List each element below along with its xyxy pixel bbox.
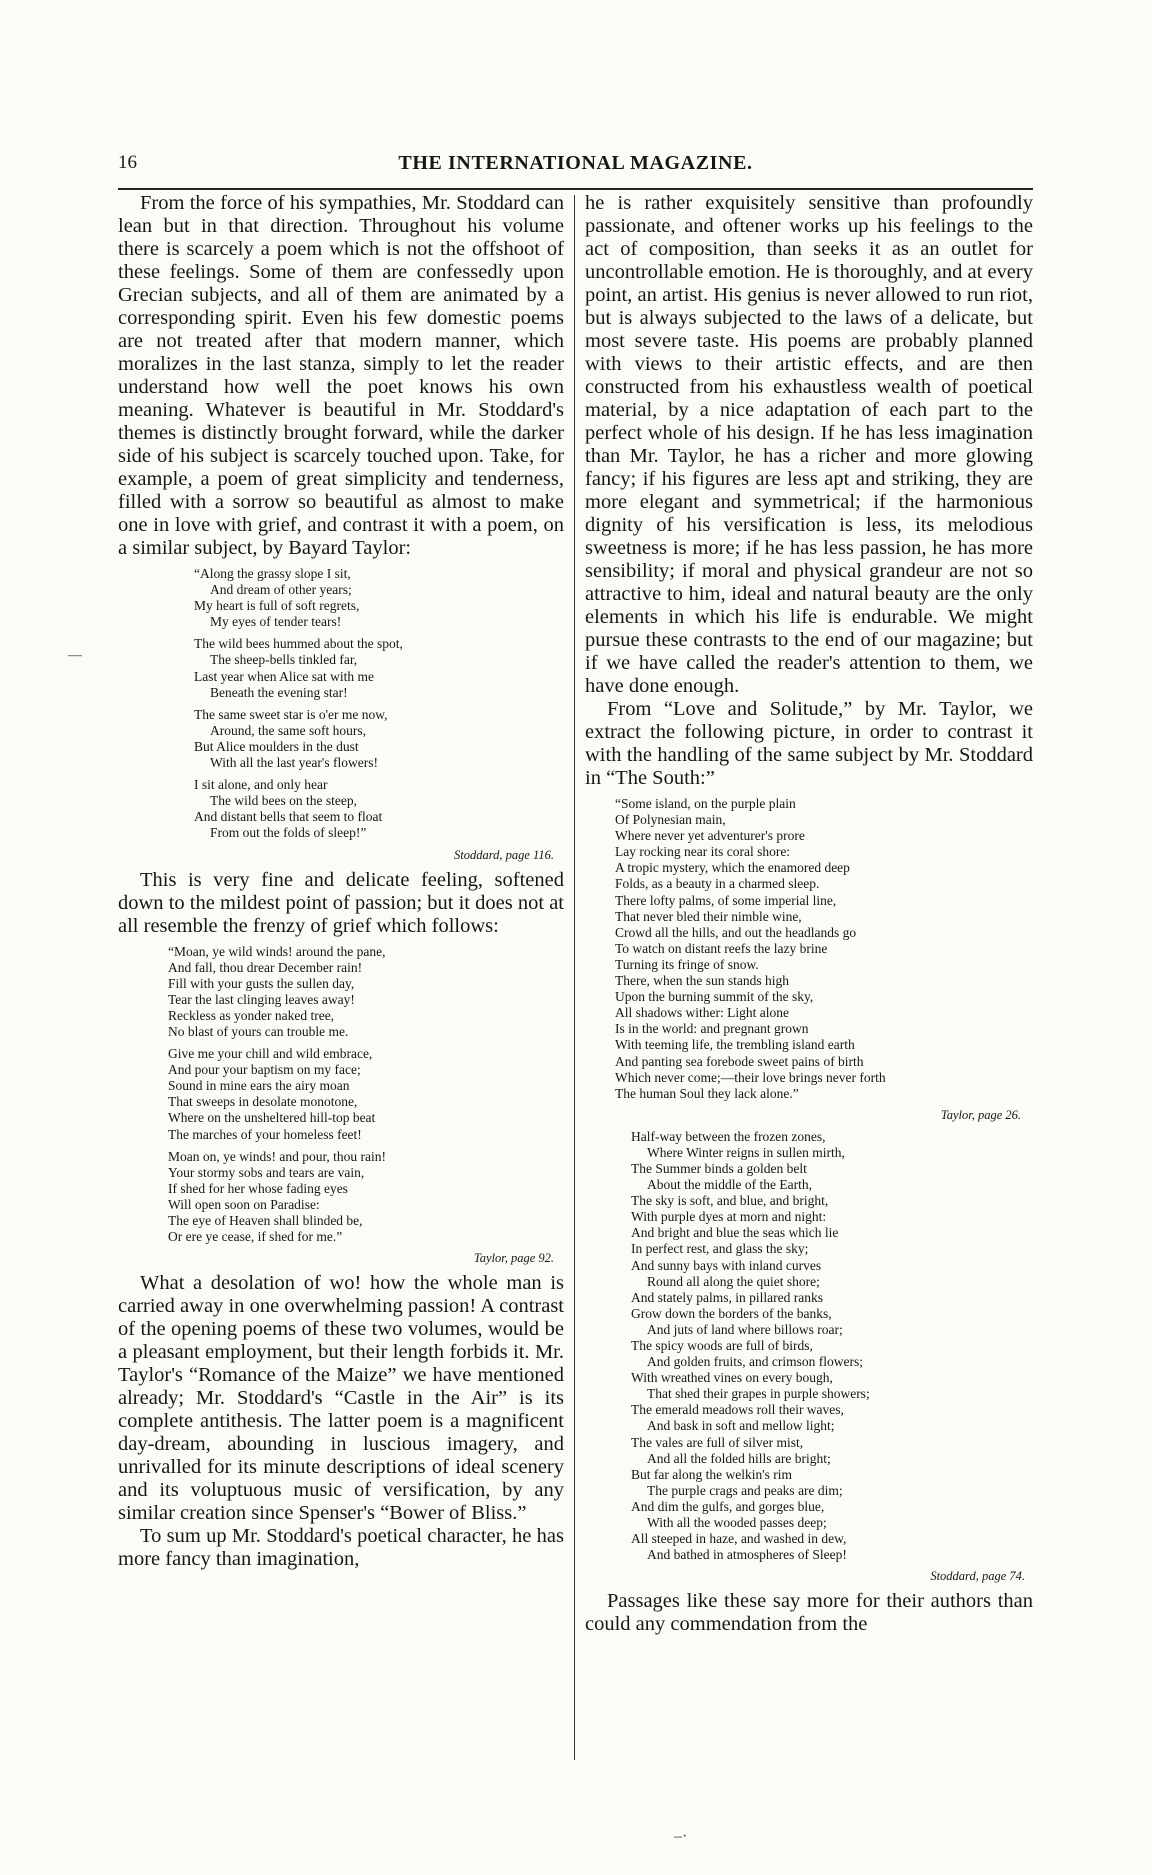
poem-stanza [631, 1129, 1033, 1564]
poem-line: That never bled their nimble wine, [615, 908, 802, 924]
poem-line: “Along the grassy slope I sit, [194, 566, 351, 581]
poem-line: All shadows wither: Light alone [615, 1005, 789, 1021]
poem-line: Of Polynesian main, [615, 812, 726, 828]
poem-line: That sweeps in desolate monotone, [168, 1094, 358, 1110]
poem-line: And bathed in atmospheres of Sleep! [647, 1547, 847, 1563]
poem-line: The sky is soft, and blue, and bright, [631, 1193, 829, 1209]
poem-stanza [615, 796, 1033, 1102]
poem-line: In perfect rest, and glass the sky; [631, 1241, 809, 1257]
poem-line: The purple crags and peaks are dim; [647, 1482, 843, 1498]
poem-line: There lofty palms, of some imperial line, [615, 892, 837, 908]
magazine-title: THE INTERNATIONAL MAGAZINE. [398, 152, 753, 174]
poem-line: And golden fruits, and crimson flowers; [647, 1354, 863, 1370]
poem-line: A tropic mystery, which the enamored deep [615, 860, 850, 876]
poem-line: The marches of your homeless feet! [168, 1126, 362, 1142]
poem-line: The wild bees hummed about the spot, [194, 636, 403, 652]
poem-line: Turning its fringe of snow. [615, 956, 759, 972]
poem-line: Where Winter reigns in sullen mirth, [647, 1144, 845, 1160]
poem-line: My heart is full of soft regrets, [194, 598, 360, 614]
footer-mark: ‒· [674, 1828, 688, 1845]
poem-stanza [194, 566, 564, 630]
poem-line: The spicy woods are full of birds, [631, 1338, 813, 1353]
poem-some-island [585, 796, 1033, 1102]
poem-stanza [194, 636, 564, 700]
poem-line: All steeped in haze, and washed in dew, [631, 1531, 847, 1547]
poem-line: With purple dyes at morn and night: [631, 1209, 827, 1225]
poem-line: And dim the gulfs, and gorges blue, [631, 1498, 825, 1514]
poem-stanza [168, 1046, 564, 1143]
poem-line: The Summer binds a golden belt [631, 1160, 807, 1176]
poem-line: Reckless as yonder naked tree, [168, 1007, 335, 1023]
poem-line: Your stormy sobs and tears are vain, [168, 1164, 365, 1180]
poem-line: And bright and blue the seas which lie [631, 1225, 839, 1241]
poem-line: Fill with your gusts the sullen day, [168, 975, 355, 991]
right-para-1: he is rather exquisitely sensitive than profoundly passionate, and oftener works up his feelings to the act of composition, than seeks it as an outlet for uncontrollable emotion. He is thoroughly, and at every point, an artist. His genius is never allowed to run riot, but is always subjected to the laws of a delicate, but most severe taste. His poems are probably planned with views to their artistic effects, and are then constructed from his exhaustless wealth of poetical material, by a nice adaptation of each part to the perfect whole of his design. If he has less imagination than Mr. Taylor, he has a richer and more glowing fancy; if his figures are less apt and striking, they are more elegant and symmetrical; if the harmonious dignity of his versification is less, its melodious sweetness is more; if he has less passion, he has more sensibility; if moral and physical grandeur are not so attractive to him, ideal and natural beauty are the only elements in which his life is endurable. We might pursue these contrasts to the end of our magazine; but if we have called the reader's attention to them, we have done enough. [585, 192, 1033, 697]
poem-line: The emerald meadows roll their waves, [631, 1402, 844, 1418]
poem-line: I sit alone, and only hear [194, 777, 328, 793]
poem-line: Sound in mine ears the airy moan [168, 1078, 350, 1094]
poem-line: That shed their grapes in purple showers; [647, 1386, 870, 1402]
poem-moan-ye-wild-winds [118, 944, 564, 1246]
poem-line: Which never come;—their love brings never forth [615, 1069, 886, 1085]
poem-line: Half-way between the frozen zones, [631, 1128, 826, 1144]
poem-line: And distant bells that seem to float [194, 809, 383, 825]
poem-line: With all the wooded passes deep; [647, 1515, 827, 1531]
poem-line: But Alice moulders in the dust [194, 738, 359, 754]
poem-half-way-between [585, 1129, 1033, 1564]
page-header [118, 152, 1033, 182]
poem-line: With wreathed vines on every bough, [631, 1370, 833, 1386]
poem-line: Moan on, ye winds! and pour, thou rain! [168, 1148, 387, 1164]
poem-line: And juts of land where billows roar; [647, 1321, 843, 1337]
poem-line: No blast of yours can trouble me. [168, 1023, 349, 1039]
poem-line: To watch on distant reefs the lazy brine [615, 940, 828, 956]
poem-line: And all the folded hills are bright; [647, 1450, 831, 1466]
poem-stanza [168, 1149, 564, 1246]
poem-line: But far along the welkin's rim [631, 1466, 793, 1482]
poem-stanza [194, 707, 564, 771]
right-para-3: Passages like these say more for their authors than could any commendation from the [585, 1590, 1033, 1636]
poem-line: And fall, thou drear December rain! [168, 959, 363, 975]
poem-line: And sunny bays with inland curves [631, 1257, 822, 1273]
header-rule [118, 188, 1033, 190]
column-rule [574, 195, 575, 1760]
poem-line: With teeming life, the trembling island earth [615, 1037, 855, 1053]
poem-line: The vales are full of silver mist, [631, 1434, 804, 1450]
left-para-3: What a desolation of wo! how the whole man is carried away in one overwhelming passion! A contrast of the opening poems of these two volumes, would be a pleasant employment, but their length forbids it. Mr. Taylor's “Romance of the Maize” we have mentioned already; Mr. Stoddard's “Castle in the Air” is its complete antithesis. The latter poem is a magnificent day-dream, abounding in luscious imagery, and unrivalled for its minute descriptions of ideal scenery and its voluptuous music of versification, by any similar creation since Spenser's “Bower of Bliss.” [118, 1272, 564, 1525]
poem-line: The human Soul they lack alone.” [615, 1085, 799, 1101]
poem-line: Last year when Alice sat with me [194, 668, 374, 684]
poem-stanza [194, 777, 564, 841]
poem-line: “Some island, on the purple plain [615, 796, 796, 811]
poem-line: Give me your chill and wild embrace, [168, 1046, 373, 1062]
page-number: 16 [118, 152, 137, 173]
poem-line: Where on the unsheltered hill-top beat [168, 1110, 376, 1126]
poem-line: The wild bees on the steep, [210, 793, 357, 809]
poem-line: And panting sea forebode sweet pains of birth [615, 1053, 864, 1069]
poem-line: Lay rocking near its coral shore: [615, 844, 791, 860]
citation: Stoddard, page 116. [454, 847, 554, 862]
poem-line: Around, the same soft hours, [210, 722, 366, 738]
poem-line: Beneath the evening star! [210, 684, 348, 700]
citation: Stoddard, page 74. [930, 1569, 1025, 1584]
poem-line: The same sweet star is o'er me now, [194, 706, 388, 722]
poem-line: Grow down the borders of the banks, [631, 1305, 832, 1321]
poem-line: Where never yet adventurer's prore [615, 828, 805, 844]
poem-line: And dream of other years; [210, 582, 352, 598]
poem-line: My eyes of tender tears! [210, 614, 342, 630]
poem-line: And bask in soft and mellow light; [647, 1418, 835, 1434]
poem-line: Crowd all the hills, and out the headlands go [615, 924, 857, 940]
poem-stanza [168, 944, 564, 1041]
poem-line: Is in the world: and pregnant grown [615, 1021, 809, 1037]
citation: Taylor, page 26. [940, 1107, 1021, 1122]
poem-line: From out the folds of sleep!” [210, 825, 367, 841]
margin-mark: — [68, 648, 82, 663]
left-para-2: This is very fine and delicate feeling, softened down to the mildest point of passion; but it does not at all resemble the frenzy of grief which follows: [118, 868, 564, 937]
poem-line: There, when the sun stands high [615, 973, 789, 989]
poem-along-the-grassy-slope [118, 566, 564, 842]
poem-line: Will open soon on Paradise: [168, 1196, 320, 1212]
left-para-4: To sum up Mr. Stoddard's poetical character, he has more fancy than imagination, [118, 1525, 564, 1571]
poem-line: Folds, as a beauty in a charmed sleep. [615, 876, 820, 892]
citation: Taylor, page 92. [473, 1251, 554, 1266]
poem-line: If shed for her whose fading eyes [168, 1180, 348, 1196]
poem-line: The eye of Heaven shall blinded be, [168, 1213, 363, 1228]
left-column [118, 192, 564, 1571]
poem-line: Tear the last clinging leaves away! [168, 991, 355, 1007]
right-column [585, 192, 1033, 1636]
left-para-1: From the force of his sympathies, Mr. Stoddard can lean but in that direction. Throughout his volume there is scarcely a poem which is not the offshoot of these feelings. Some of them are confessedly upon Grecian subjects, and all of them are animated by a corresponding spirit. Even his few domestic poems are not treated after that modern manner, which moralizes in the last stanza, simply to let the reader understand how well the poet knows his own meaning. Whatever is beautiful in Mr. Stoddard's themes is distinctly brought forward, while the darker side of his subject is scarcely touched upon. Take, for example, a poem of great simplicity and tenderness, filled with a sorrow so beautiful as almost to make one in love with grief, and contrast it with a poem, on a similar subject, by Bayard Taylor: [118, 192, 564, 559]
poem-line: Upon the burning summit of the sky, [615, 989, 814, 1005]
poem-line: “Moan, ye wild winds! around the pane, [168, 943, 386, 959]
poem-line: Or ere ye cease, if shed for me.” [168, 1229, 343, 1245]
poem-line: And stately palms, in pillared ranks [631, 1289, 823, 1305]
poem-line: Round all along the quiet shore; [647, 1273, 820, 1289]
poem-line: And pour your baptism on my face; [168, 1062, 361, 1078]
right-para-2: From “Love and Solitude,” by Mr. Taylor, we extract the following picture, in order to contrast it with the handling of the same subject by Mr. Stoddard in “The South:” [585, 698, 1033, 789]
poem-line: About the middle of the Earth, [647, 1177, 812, 1193]
poem-line: The sheep-bells tinkled far, [210, 652, 358, 668]
poem-line: With all the last year's flowers! [210, 755, 378, 771]
